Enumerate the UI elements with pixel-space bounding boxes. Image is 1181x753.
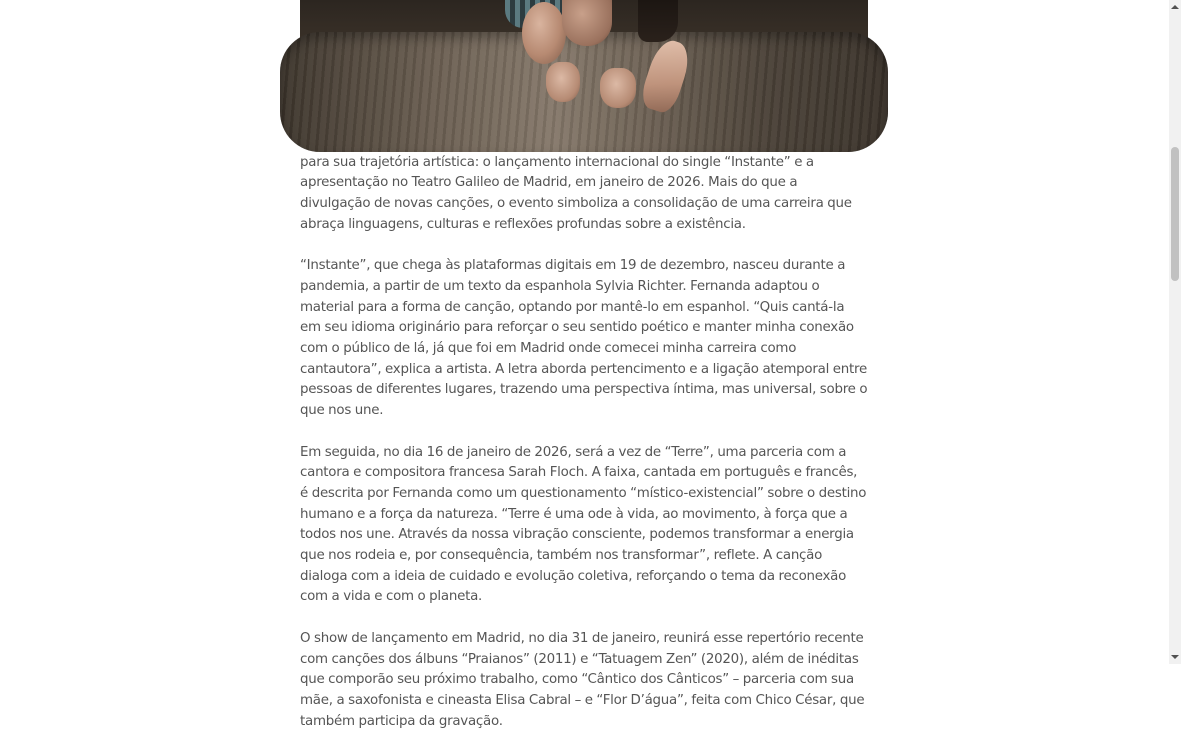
article-paragraph: O show de lançamento em Madrid, no dia 31 de janeiro, reunirá esse repertório recente com canções dos álbuns “Praianos” (2011) e “Tatuagem Zen” (2020), além de inéditas que comporão seu próximo trabalho, como “Cântico dos Cânticos” – parceria com sua mãe, a saxofonista e cineasta Elisa Cabral – e “Flor D’água”, feita com Chico César, que também participa da gravação. bbox=[300, 630, 865, 729]
article-paragraph: para sua trajetória artística: o lançamento internacional do single “Instante” e a apresentação no Teatro Galileo de Madrid, em janeiro de 2026. Mais do que a divulgação de novas canções, o evento simboliza a consolidação de uma carreira que abraça linguagens, culturas e reflexões profundas sobre a existência. bbox=[300, 154, 852, 232]
article-body bbox=[300, 132, 868, 732]
article-content bbox=[300, 0, 868, 753]
arrow-down-icon[interactable] bbox=[1169, 650, 1181, 664]
arrow-up-icon[interactable] bbox=[1169, 0, 1181, 14]
vertical-scrollbar[interactable] bbox=[1169, 0, 1181, 664]
tree-trunk-graphic bbox=[280, 32, 888, 152]
hero-image bbox=[300, 0, 868, 128]
article-paragraph: “Instante”, que chega às plataformas digitais em 19 de dezembro, nasceu durante a pandemia, a partir de um texto da espanhola Sylvia Richter. Fernanda adaptou o material para a forma de canção, optando por mantê-lo em espanhol. “Quis cantá-la em seu idioma originário para reforçar o seu sentido poético e manter minha conexão com o público de lá, já que foi em Madrid onde comecei minha carreira como cantautora”, explica a artista. A letra aborda pertencimento e a ligação atemporal entre pessoas de diferentes lugares, trazendo uma perspectiva íntima, mas universal, sobre o que nos une. bbox=[300, 258, 868, 419]
article-paragraph: Em seguida, no dia 16 de janeiro de 2026, será a vez de “Terre”, uma parceria com a cantora e compositora francesa Sarah Floch. A faixa, cantada em português e francês, é descrita por Fernanda como um questionamento “místico-existencial” sobre o destino humano e a força da natureza. “Terre é uma ode à vida, ao movimento, à força que a todos nos une. Através da nossa vibração consciente, podemos transformar a energia que nos rodeia e, por consequência, também nos transformar”, reflete. A canção dialoga com a ideia de cuidado e evolução coletiva, reforçando o tema da reconexão com a vida e com o planeta. bbox=[300, 444, 867, 605]
scrollbar-thumb[interactable] bbox=[1171, 147, 1179, 281]
